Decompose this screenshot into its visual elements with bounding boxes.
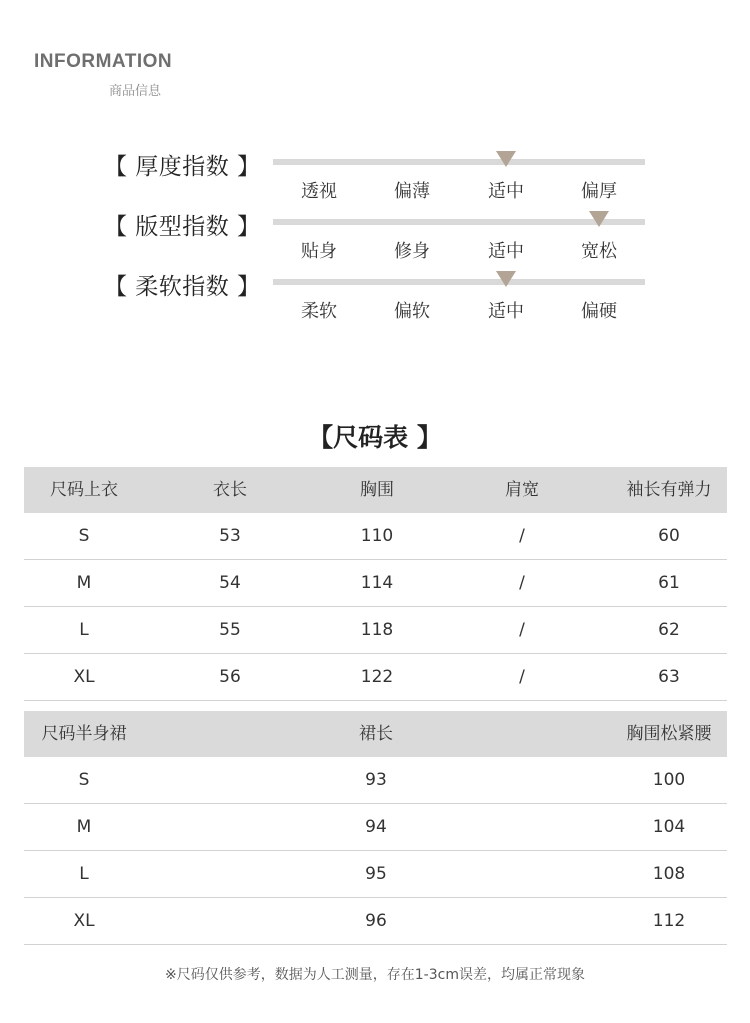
table-header-cell: 尺码上衣	[50, 480, 118, 500]
table-cell: 94	[365, 817, 387, 837]
index-row	[0, 148, 750, 208]
index-label: 【 厚度指数 】	[104, 154, 261, 180]
table-cell: /	[519, 620, 525, 640]
index-option: 适中	[488, 301, 524, 322]
measurement-note: ※尺码仅供参考，数据为人工测量，存在1-3cm误差，均属正常现象	[165, 967, 585, 983]
table-row	[24, 804, 727, 851]
table-cell: 53	[219, 526, 241, 546]
table-cell: 108	[652, 864, 686, 884]
table-cell: 114	[360, 573, 394, 593]
index-marker-triangle-icon	[496, 151, 516, 167]
table-cell: 60	[658, 526, 680, 546]
table-cell: L	[79, 864, 89, 884]
size-table-title: 【尺码表 】	[308, 423, 442, 452]
table-cell: M	[76, 817, 92, 837]
table-cell: 110	[360, 526, 394, 546]
skirt-size-table	[24, 711, 727, 945]
table-cell: 93	[365, 770, 387, 790]
table-header-cell: 衣长	[213, 480, 247, 500]
table-cell: 95	[365, 864, 387, 884]
table-cell: L	[79, 620, 89, 640]
index-marker-triangle-icon	[589, 211, 609, 227]
table-row	[24, 851, 727, 898]
table-cell: /	[519, 526, 525, 546]
top-size-table	[24, 467, 727, 701]
table-cell: 112	[652, 911, 686, 931]
index-option: 适中	[488, 241, 524, 262]
table-cell: 56	[219, 667, 241, 687]
table-row	[24, 654, 727, 701]
index-option: 适中	[488, 181, 524, 202]
index-scale-bar	[273, 159, 645, 165]
table-cell: 118	[360, 620, 394, 640]
table-cell: 100	[652, 770, 686, 790]
index-label: 【 柔软指数 】	[104, 274, 261, 300]
table-cell: /	[519, 573, 525, 593]
table-cell: /	[519, 667, 525, 687]
table-cell: 104	[652, 817, 686, 837]
table-cell: XL	[73, 667, 95, 687]
table-row	[24, 560, 727, 607]
table-row	[24, 607, 727, 654]
index-scale-bar	[273, 279, 645, 285]
table-cell: 61	[658, 573, 680, 593]
table-cell: 54	[219, 573, 241, 593]
table-cell: 63	[658, 667, 680, 687]
table-cell: 62	[658, 620, 680, 640]
index-row	[0, 208, 750, 268]
information-subtitle: 商品信息	[109, 84, 162, 99]
index-option: 偏薄	[394, 181, 430, 202]
index-option: 透视	[301, 181, 337, 202]
table-cell: XL	[73, 911, 95, 931]
table-header-cell: 胸围	[360, 480, 394, 500]
table-header-cell: 袖长有弹力	[626, 480, 712, 500]
table-cell: 122	[360, 667, 394, 687]
index-option: 贴身	[301, 241, 337, 262]
table-header-cell: 裙长	[359, 724, 393, 744]
table-header-cell: 肩宽	[505, 480, 539, 500]
table-cell: S	[78, 526, 90, 546]
table-header-cell: 胸围松紧腰	[626, 724, 712, 744]
table-cell: 96	[365, 911, 387, 931]
index-row	[0, 268, 750, 328]
index-option: 宽松	[581, 241, 617, 262]
index-marker-triangle-icon	[496, 271, 516, 287]
index-option: 柔软	[301, 301, 337, 322]
table-cell: S	[78, 770, 90, 790]
index-option: 修身	[394, 241, 430, 262]
index-option: 偏硬	[581, 301, 617, 322]
table-cell: 55	[219, 620, 241, 640]
table-cell: M	[76, 573, 92, 593]
index-label: 【 版型指数 】	[104, 214, 261, 240]
table-header-row	[24, 711, 727, 757]
table-row	[24, 757, 727, 804]
table-row	[24, 898, 727, 945]
index-option: 偏厚	[581, 181, 617, 202]
information-title: INFORMATION	[34, 51, 173, 72]
table-header-row	[24, 467, 727, 513]
table-row	[24, 513, 727, 560]
table-header-cell: 尺码半身裙	[41, 724, 127, 744]
index-option: 偏软	[394, 301, 430, 322]
